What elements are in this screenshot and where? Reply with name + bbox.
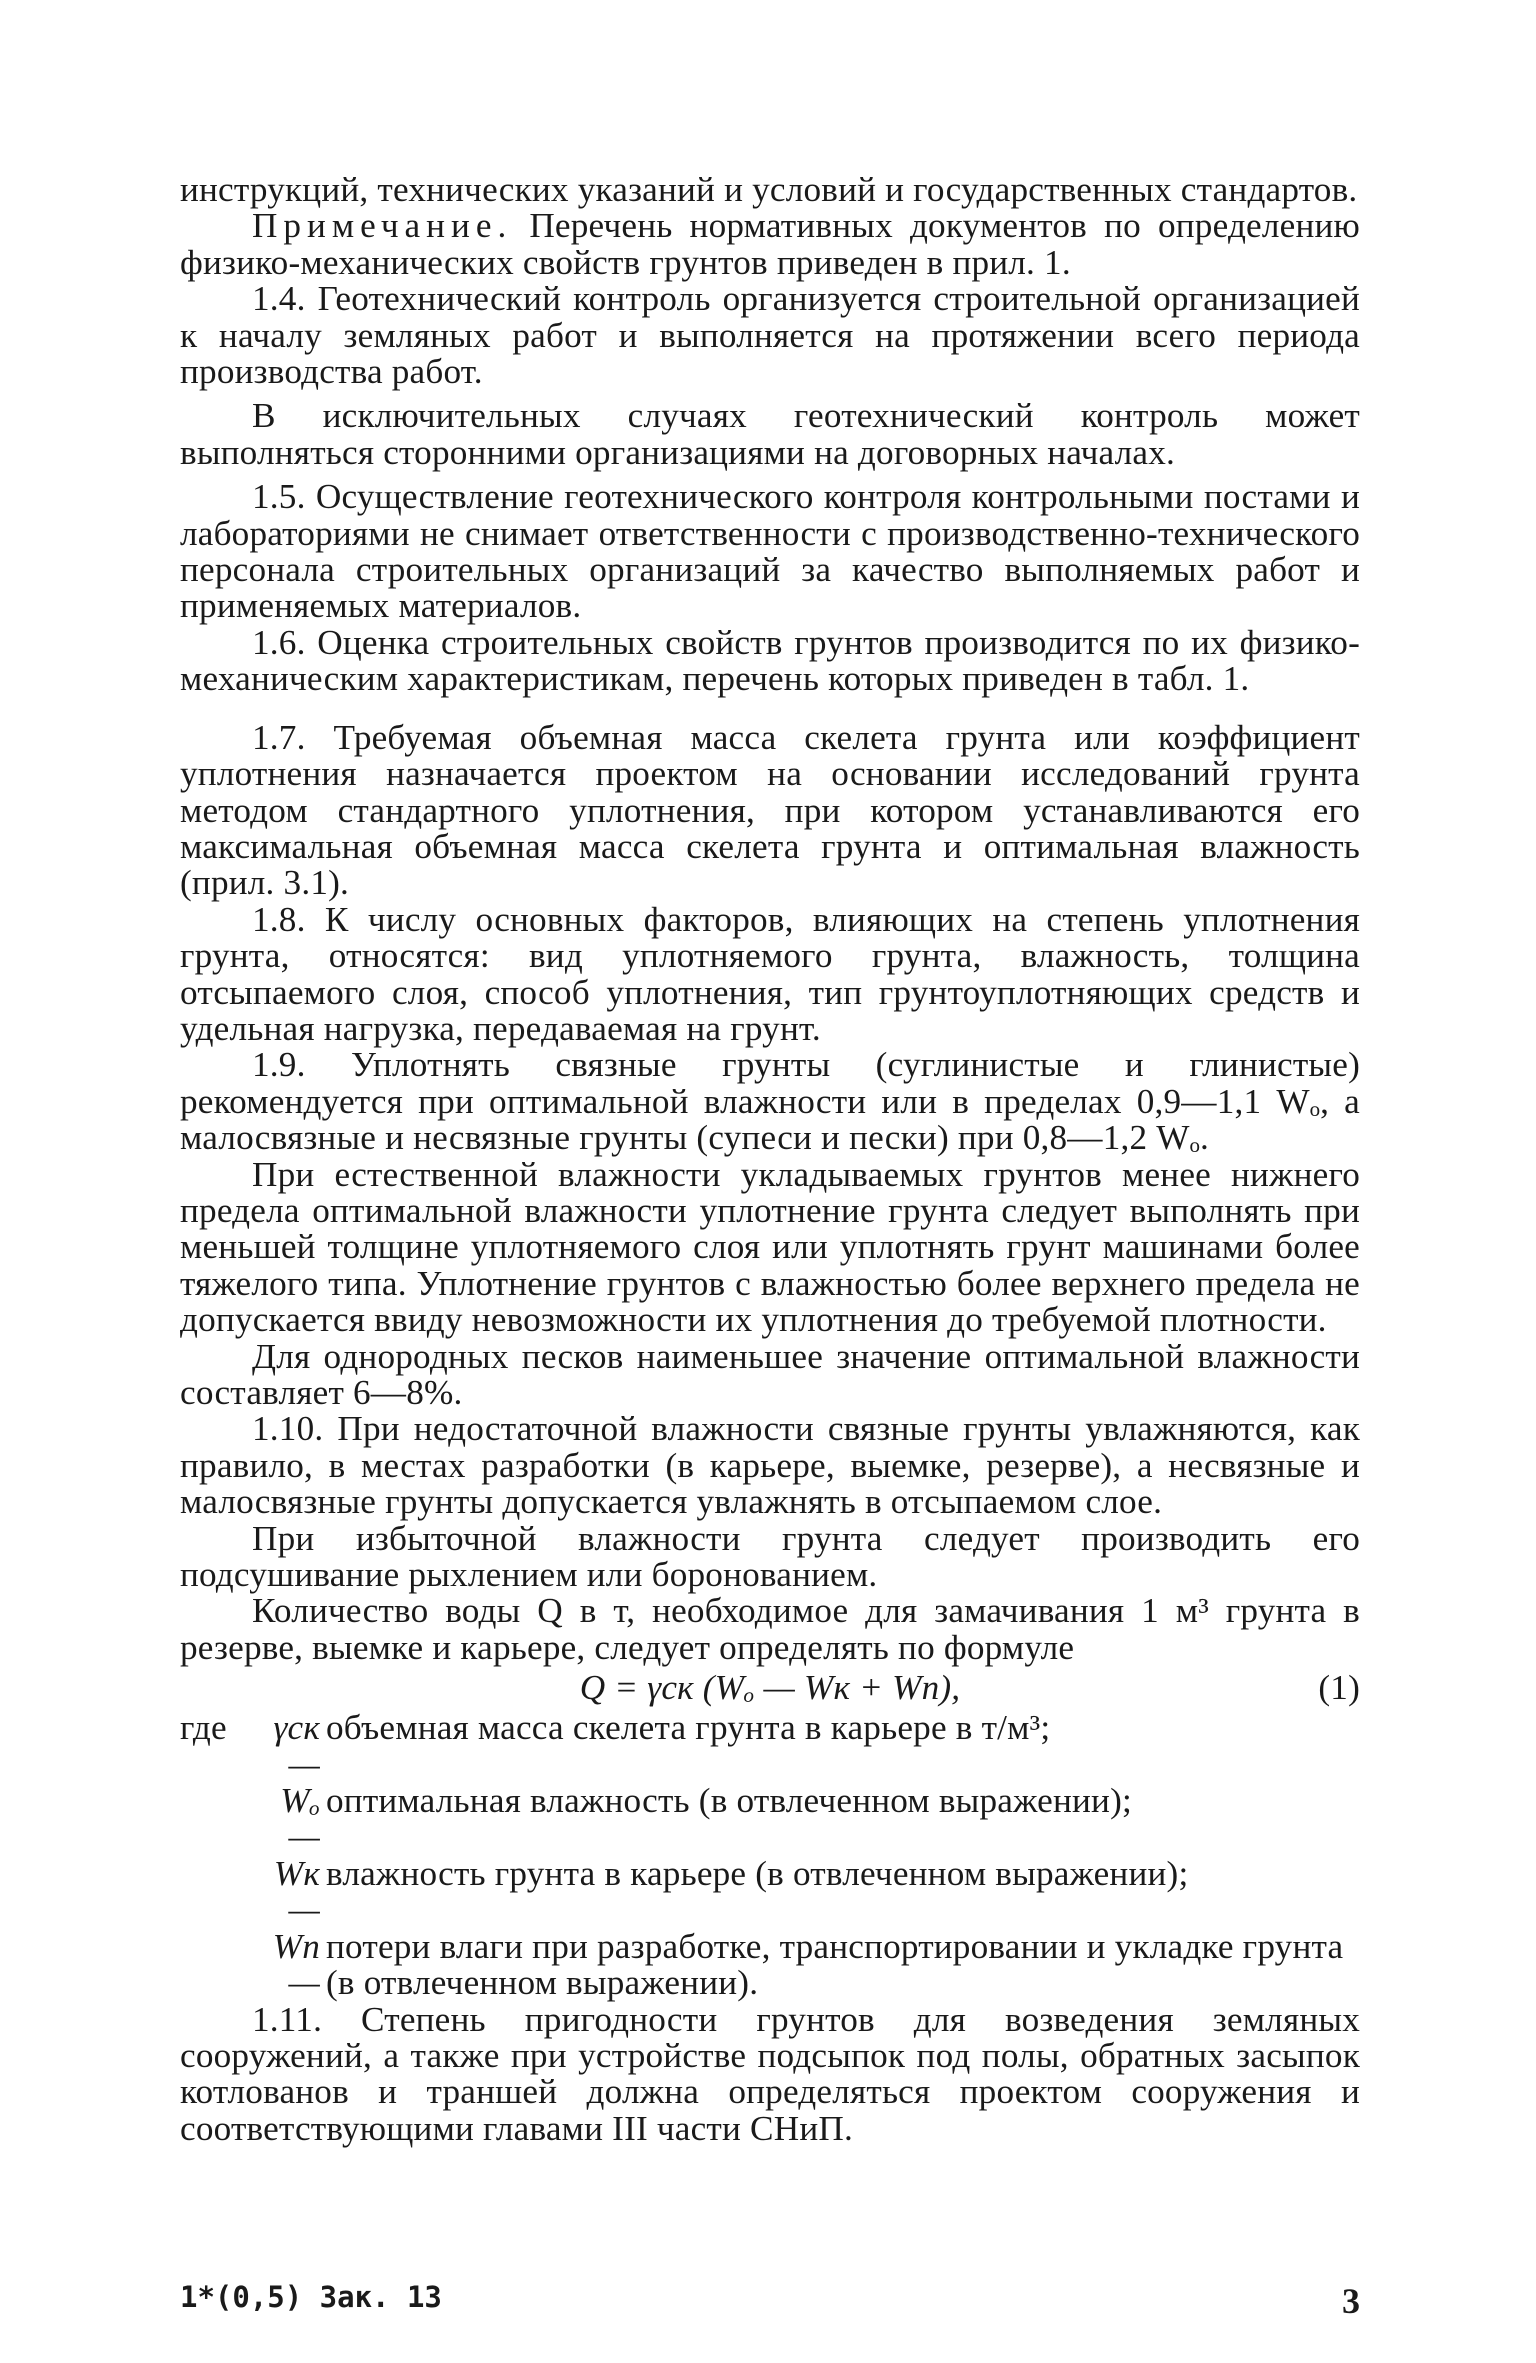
legend-item	[180, 1926, 1360, 2003]
legend-description: потери влаги при разработке, транспортировании и укладке грунта (в отвлеченном выражении).	[326, 1926, 1344, 2003]
note-paragraph	[180, 208, 1360, 281]
legend-item	[180, 1853, 1360, 1930]
legend-symbol: Wп —	[272, 1926, 320, 2003]
page-number: 3	[1342, 2281, 1360, 2321]
paragraph-1-8: 1.8. К числу основных факторов, влияющих на степень уплотнения грунта, относятся: вид уплотняемого грунта, влажность, толщина отсыпаемого слоя, способ уплотнения, тип грунтоуплотняющих средств и удельная нагрузка, передаваемая на грунт.	[180, 899, 1360, 1048]
legend-item	[180, 1783, 1360, 1856]
legend-item	[180, 1710, 1360, 1783]
legend-symbol: γск —	[273, 1708, 320, 1784]
formula-number: (1)	[1318, 1668, 1360, 1708]
paragraph-1-4b: В исключительных случаях геотехнический контроль может выполняться сторонними организациями на договорных началах.	[180, 396, 1360, 472]
legend-description: влажность грунта в карьере (в отвлеченном выражении);	[326, 1853, 1189, 1893]
note-label: Примечание.	[252, 206, 513, 246]
paragraph-1-5: 1.5. Осуществление геотехнического контроля контрольными постами и лабораториями не снимает ответственности с производственно-технического персонала строительных организаций за качество выполняемых работ и применяемых материалов.	[180, 477, 1360, 626]
paragraph-1-9c: Для однородных песков наименьшее значение оптимальной влажности составляет 6—8%.	[180, 1336, 1360, 1412]
document-body	[180, 172, 1360, 2147]
paragraph-1-4: 1.4. Геотехнический контроль организуется строительной организацией к началу земляных работ и выполняется на протяжении всего периода производства работ.	[180, 279, 1360, 392]
paragraph-1-7: 1.7. Требуемая объемная масса скелета грунта или коэффициент уплотнения назначается проектом на основании исследований грунта методом стандартного уплотнения, при котором устанавливаются его максимальная объемная масса скелета грунта и оптимальная влажность (прил. 3.1).	[180, 717, 1360, 903]
paragraph-continuation: инструкций, технических указаний и условий и государственных стандартов.	[180, 170, 1358, 209]
formula-1	[180, 1666, 1360, 1710]
paragraph-1-6: 1.6. Оценка строительных свойств грунтов производится по их физико-механическим характеристикам, перечень которых приведен в табл. 1.	[180, 622, 1360, 699]
paragraph-1-10: 1.10. При недостаточной влажности связные грунты увлажняются, как правило, в местах разработки (в карьере, выемке, резерве), а несвязные и малосвязные грунты допускается увлажнять в отсыпаемом слое.	[180, 1409, 1360, 1522]
legend-description: объемная масса скелета грунта в карьере в т/м³;	[326, 1708, 1051, 1748]
legend-lead: где	[180, 1708, 227, 1748]
paragraph-1-10b: При избыточной влажности грунта следует производить его подсушивание рыхлением или боронованием.	[180, 1518, 1360, 1595]
formula-expression: Q = γск (Wₒ — Wк + Wп),	[579, 1668, 961, 1708]
legend-symbol: Wк —	[273, 1853, 320, 1930]
page-footer	[180, 2280, 1360, 2322]
legend-symbol: Wₒ —	[280, 1781, 320, 1857]
print-mark: 1*(0,5) Зак. 13	[180, 2280, 442, 2314]
paragraph-1-10c: Количество воды Q в т, необходимое для замачивания 1 м³ грунта в резерве, выемке и карьере, следует определять по формуле	[180, 1591, 1360, 1667]
paragraph-1-9: 1.9. Уплотнять связные грунты (суглинистые и глинистые) рекомендуется при оптимальной влажности или в пределах 0,9—1,1 Wₒ, а малосвязные и несвязные грунты (супеси и пески) при 0,8—1,2 Wₒ.	[180, 1045, 1360, 1158]
paragraph-1-9b: При естественной влажности укладываемых грунтов менее нижнего предела оптимальной влажности уплотнение грунта следует выполнять при меньшей толщине уплотняемого слоя или уплотнять грунт машинами более тяжелого типа. Уплотнение грунтов с влажностью более верхнего предела не допускается ввиду невозможности их уплотнения до требуемой плотности.	[180, 1154, 1360, 1340]
legend-description: оптимальная влажность (в отвлеченном выражении);	[326, 1781, 1132, 1821]
paragraph-1-11: 1.11. Степень пригодности грунтов для возведения земляных сооружений, а также при устройстве подсыпок под полы, обратных засыпок котлованов и траншей должна определяться проектом сооружения и соответствующими главами III части СНиП.	[180, 1999, 1360, 2148]
note-text: Перечень нормативных документов по определению физико-механических свойств грунтов приведен в прил. 1.	[180, 206, 1360, 282]
formula-legend	[180, 1710, 1360, 2001]
